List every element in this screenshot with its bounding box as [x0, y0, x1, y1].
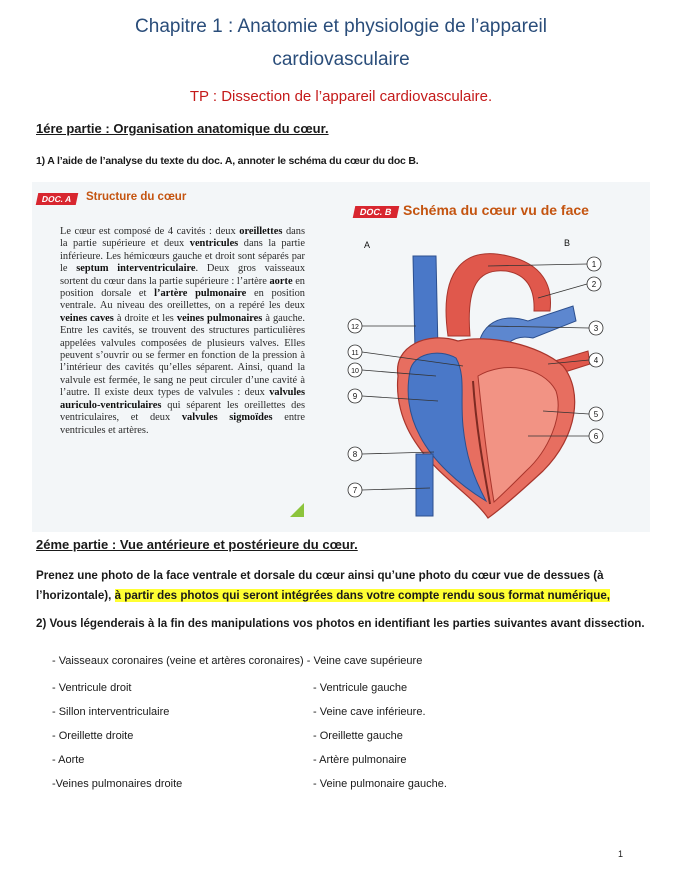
heart-diagram [338, 226, 638, 526]
superior-vena-cava-illustration [413, 256, 438, 351]
callout-number-8 [348, 447, 362, 461]
question-2: 2) Vous légenderais à la fin des manipulations vos photos en identifiant les parties suivantes avant dissection. [36, 617, 645, 630]
svg-text:10: 10 [351, 368, 359, 375]
svg-text:6: 6 [593, 432, 599, 441]
list-item-coronaires: - Vaisseaux coronaires (veine et artères coronaires) - Veine cave supérieure [52, 655, 423, 667]
callout-number-4 [589, 353, 603, 367]
svg-text:3: 3 [593, 324, 599, 333]
callout-number-5 [589, 407, 603, 421]
chapter-title-line1: Chapitre 1 : Anatomie et physiologie de l’appareil [135, 16, 547, 37]
svg-text:4: 4 [593, 356, 599, 365]
callout-number-2 [587, 277, 601, 291]
svg-text:5: 5 [593, 410, 599, 419]
list-item: - Aorte [52, 754, 85, 766]
list-item: - Oreillette gauche [313, 730, 403, 742]
part2-heading: 2éme partie : Vue antérieure et postérieure du cœur. [36, 537, 358, 552]
callout-number-6 [589, 429, 603, 443]
list-item: - Oreillette droite [52, 730, 134, 742]
svg-text:2: 2 [591, 280, 597, 289]
instruction-text: Prenez une photo de la face ventrale et dorsale du cœur ainsi qu’une photo du cœur vue de dessues (à l’horizontale), [36, 569, 604, 602]
svg-text:11: 11 [351, 350, 359, 357]
svg-text:9: 9 [352, 392, 358, 401]
label-b: B [564, 238, 571, 248]
green-corner-mark [290, 503, 304, 517]
tp-title: TP : Dissection de l’appareil cardiovasculaire. [189, 88, 493, 105]
list-item: - Ventricule droit [52, 682, 132, 694]
list-item: -Veines pulmonaires droite [52, 778, 183, 790]
parts-list [52, 680, 612, 792]
callout-number-10 [348, 363, 362, 377]
inferior-vena-cava-illustration [416, 454, 433, 516]
instruction-highlight: à partir des photos qui seront intégrées dans votre compte rendu sous format numérique, [114, 589, 610, 602]
doc-a-badge: DOC. A [36, 193, 79, 205]
doc-b-title: Schéma du cœur vu de face [403, 202, 589, 218]
doc-a-text: Le cœur est composé de 4 cavités : deux oreillettes dans la partie supérieure et deux ventricules dans la partie inférieure. Les hémicœurs gauche et droit sont séparés par le septum interventriculaire. Deux gros vaisseaux sortent du cœur dans la partie supérieure : l’artère aorte en position dorsale et l’artère pulmonaire en position ventrale. Au niveau des oreillettes, on a repéré les deux veines caves à droite et les veines pulmonaires à gauche. Entre les cavités, se trouvent des structures particulières appelées valvules composées de plusieurs valves. Elles peuvent s’ouvrir ou se fermer en fonction de la pression à l’intérieur des cavités qu’elles séparent. Ainsi, quand la valvule est fermée, le sang ne peut circuler d’une cavité à l’autre. Il existe deux types de valvules : deux valvules auriculo-ventriculaires qui séparent les oreillettes des ventriculaires, et deux valvules sigmoïdes entre ventricules et artères. [60, 226, 306, 436]
svg-text:8: 8 [352, 450, 358, 459]
svg-text:7: 7 [352, 486, 358, 495]
part1-heading: 1ére partie : Organisation anatomique du cœur. [36, 121, 329, 136]
callout-number-3 [589, 321, 603, 335]
list-item: - Artère pulmonaire [313, 754, 407, 766]
doc-b-badge: DOC. B [353, 206, 399, 218]
photo-instruction [36, 566, 648, 606]
question-1: 1) A l’aide de l’analyse du texte du doc. A, annoter le schéma du cœur du doc B. [36, 155, 419, 167]
label-a: A [364, 240, 371, 250]
callout-number-7 [348, 483, 362, 497]
doc-a-title: Structure du cœur [86, 191, 187, 203]
chapter-title-line2: cardiovasculaire [272, 49, 410, 70]
svg-text:12: 12 [351, 324, 359, 331]
callout-number-11 [348, 345, 362, 359]
chapter-title [0, 10, 682, 76]
callout-number-12 [348, 319, 362, 333]
list-item: - Veine cave inférieure. [313, 706, 426, 718]
svg-text:1: 1 [591, 260, 597, 269]
page-number: 1 [618, 849, 624, 859]
list-item: - Sillon interventriculaire [52, 706, 170, 718]
list-item: - Veine pulmonaire gauche. [313, 778, 447, 790]
list-item: - Ventricule gauche [313, 682, 408, 694]
callout-number-9 [348, 389, 362, 403]
callout-number-1 [587, 257, 601, 271]
